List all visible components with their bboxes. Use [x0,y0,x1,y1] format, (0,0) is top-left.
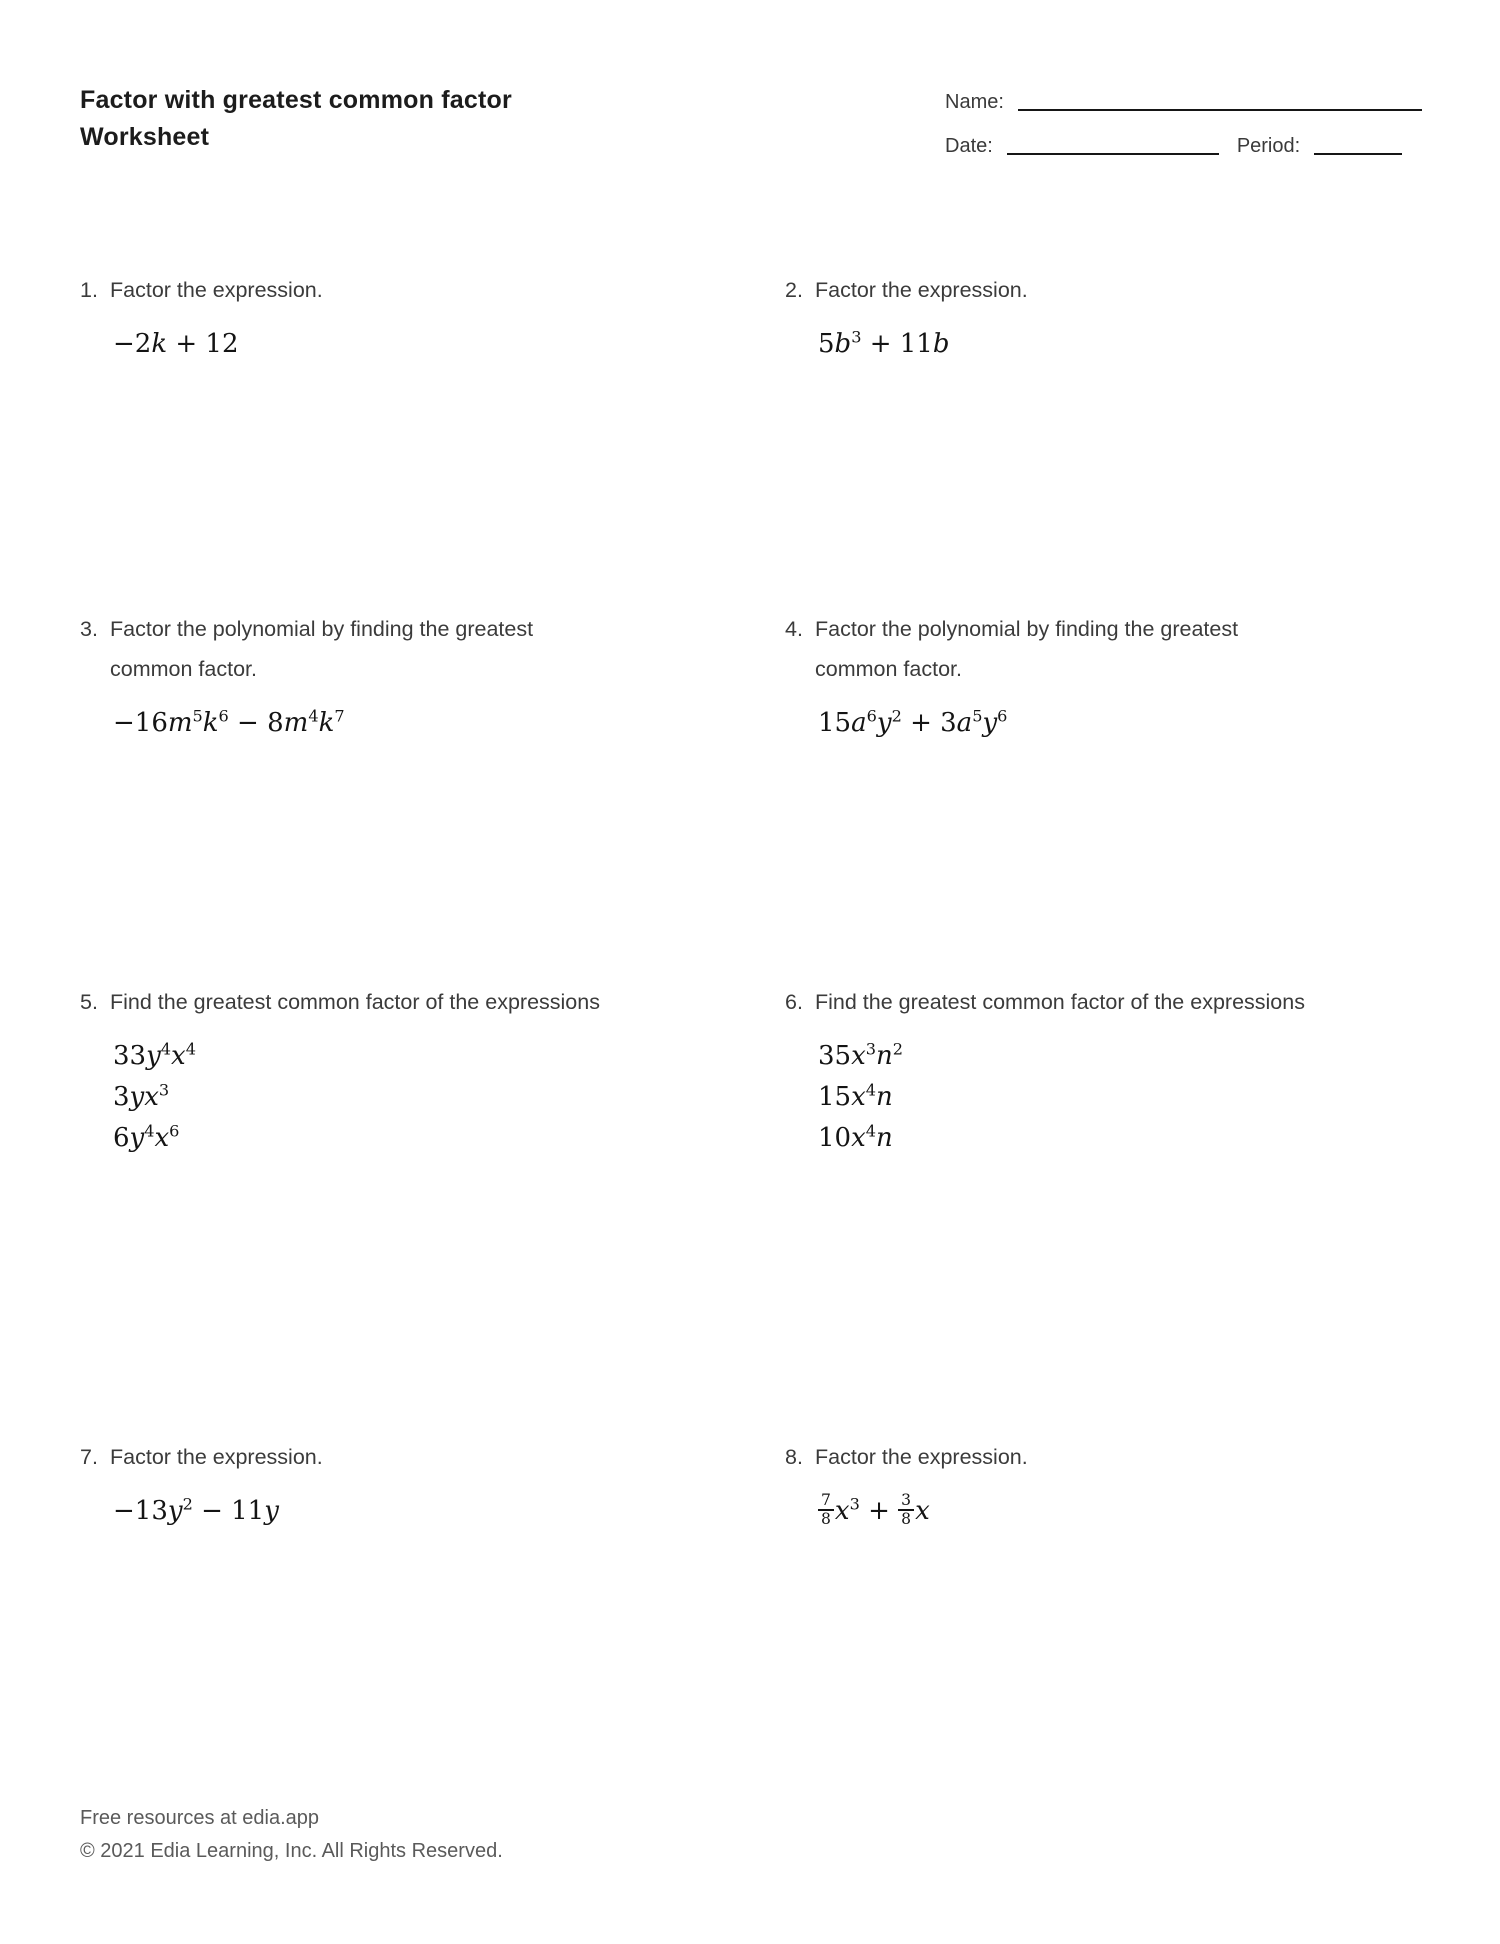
worksheet-title [80,82,512,156]
problem-number: 5. [80,990,98,1014]
problem-3 [80,609,725,744]
footer-resources-text: Free resources at edia.app [80,1807,320,1829]
date-period-field-row [945,132,1422,160]
problem-6 [785,982,1430,1159]
date-blank-line [1007,153,1219,155]
problem-3-prompt [80,609,725,689]
period-label: Period: [1236,135,1301,157]
problem-number: 6. [785,990,803,1014]
date-label: Date: [945,135,993,157]
math-expression: $-13y^2 - 11y$ [113,1494,279,1526]
name-field-row [945,88,1422,116]
problem-prompt-text: Factor the expression. [110,278,323,302]
problem-2 [785,270,1430,365]
math-expression: $33y^4x^4$ [113,1039,196,1071]
problem-number: 3. [80,617,98,641]
math-expression: $35x^3n^2$ [818,1039,904,1071]
math-expression: $5b^3 + 11b$ [818,327,950,359]
problem-number: 7. [80,1445,98,1469]
problem-prompt-text: Factor the polynomial by finding the greatest common factor. [110,617,534,681]
math-expression: $10x^4n$ [818,1121,893,1153]
student-fields [945,88,1422,160]
problem-1-prompt [80,270,725,310]
problem-prompt-text: Factor the polynomial by finding the greatest common factor. [815,617,1239,681]
problem-5 [80,982,725,1159]
problem-4 [785,609,1430,744]
period-blank-line [1314,153,1402,155]
name-label: Name: [945,91,1004,113]
page-subtitle: Worksheet [80,123,210,151]
problem-1 [80,270,725,365]
math-expression: $6y^4x^6$ [113,1121,180,1153]
problem-4-prompt [785,609,1430,689]
problem-number: 2. [785,278,803,302]
math-expression: $15a^6y^2 + 3a^5y^6$ [818,706,1008,738]
problem-number: 8. [785,1445,803,1469]
problem-prompt-text: Factor the expression. [815,1445,1028,1469]
footer-copyright-text: © 2021 Edia Learning, Inc. All Rights Reserved. [80,1840,503,1862]
problem-prompt-text: Find the greatest common factor of the expressions [815,990,1305,1014]
page-title: Factor with greatest common factor [80,86,512,114]
problem-number: 4. [785,617,803,641]
problem-prompt-text: Factor the expression. [110,1445,323,1469]
math-expression: −2k + 12 [113,329,239,359]
problem-7 [80,1437,725,1532]
problem-8 [785,1437,1430,1532]
math-expression: $3yx^3$ [113,1080,170,1112]
problem-number: 1. [80,278,98,302]
problem-2-prompt [785,270,1430,310]
page-footer [80,1802,503,1868]
problem-5-prompt [80,982,725,1022]
math-expression: $-16m^5k^6 - 8m^4k^7$ [113,706,345,738]
math-expression: $\frac{7}{8}$ $x^3$ + $\frac{3}{8}$ x [818,1491,1430,1532]
math-expression: $15x^4n$ [818,1080,893,1112]
problem-prompt-text: Find the greatest common factor of the expressions [110,990,600,1014]
problem-7-prompt [80,1437,725,1477]
problem-8-prompt [785,1437,1430,1477]
problem-6-prompt [785,982,1430,1022]
problem-prompt-text: Factor the expression. [815,278,1028,302]
name-blank-line [1018,109,1422,111]
